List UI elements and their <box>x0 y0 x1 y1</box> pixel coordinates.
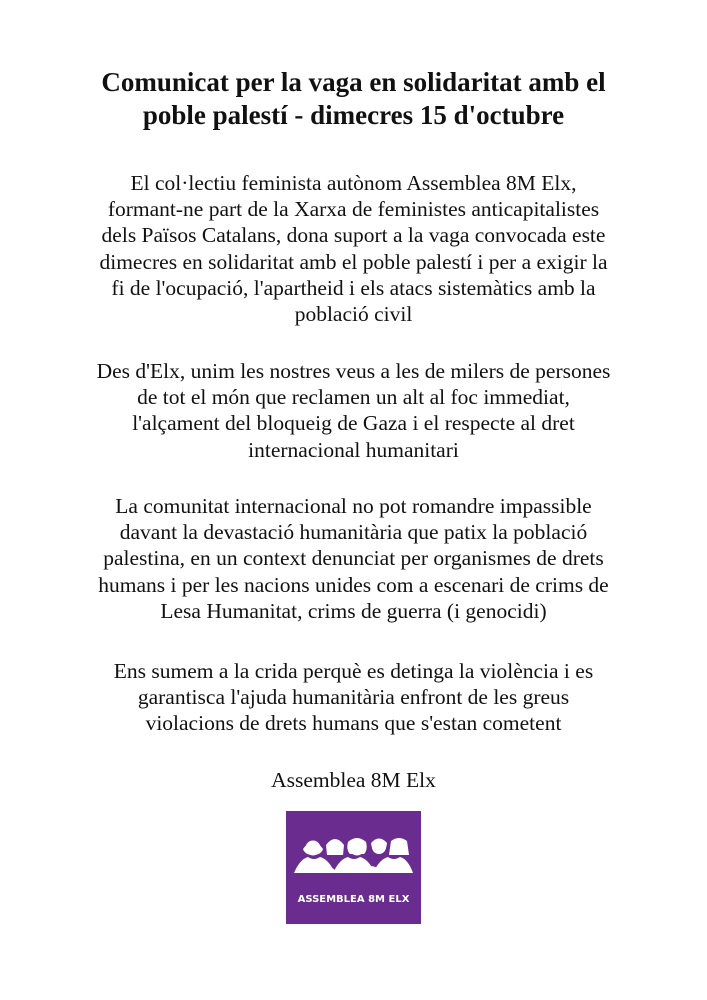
paragraph-call-to-action <box>40 658 667 737</box>
text-line: dimecres en solidaritat amb el poble palestí i per a exigir la <box>99 249 608 274</box>
signature: Assemblea 8M Elx <box>271 768 436 792</box>
title-line: Comunicat per la vaga en solidaritat amb el <box>101 67 606 97</box>
document-title <box>40 66 667 132</box>
paragraph-international-community <box>40 493 667 624</box>
text-line: humans i per les nacions unides com a escenari de crims de <box>98 572 609 597</box>
assemblea-8m-elx-logo <box>286 811 421 924</box>
text-line: l'alçament del bloqueig de Gaza i el respecte al dret <box>132 411 575 436</box>
text-line: formant-ne part de la Xarxa de feministes anticapitalistes <box>107 197 600 222</box>
text-line: davant la devastació humanitària que patix la població <box>119 520 588 545</box>
text-line: El col·lectiu feminista autònom Assemblea 8M Elx, <box>130 171 577 195</box>
text-line: La comunitat internacional no pot romandre impassible <box>115 494 592 518</box>
logo-text: ASSEMBLEA 8M ELX <box>297 894 410 905</box>
text-line: de tot el món que reclamen un alt al foc immediat, <box>137 385 570 410</box>
text-line: població civil <box>294 302 413 327</box>
text-line: violacions de drets humans que s'estan cometent <box>145 711 562 736</box>
title-line: poble palestí - dimecres 15 d'octubre <box>142 100 565 130</box>
text-line: dels Països Catalans, dona suport a la vaga convocada este <box>101 223 606 248</box>
text-line: palestina, en un context denunciat per organismes de drets <box>103 546 604 571</box>
text-line: garantisca l'ajuda humanitària enfront de les greus <box>137 685 570 710</box>
paragraph-support-strike <box>40 170 667 327</box>
text-line: fi de l'ocupació, l'apartheid i els atacs sistemàtics amb la <box>111 275 596 300</box>
text-line: Des d'Elx, unim les nostres veus a les de milers de persones <box>96 359 611 383</box>
text-line: internacional humanitari <box>248 437 459 462</box>
text-line: Lesa Humanitat, crims de guerra (i genocidi) <box>160 598 547 623</box>
text-line: Ens sumem a la crida perquè es detinga la violència i es <box>113 659 594 683</box>
paragraph-ceasefire <box>40 358 667 463</box>
women-silhouettes-icon <box>286 811 421 924</box>
